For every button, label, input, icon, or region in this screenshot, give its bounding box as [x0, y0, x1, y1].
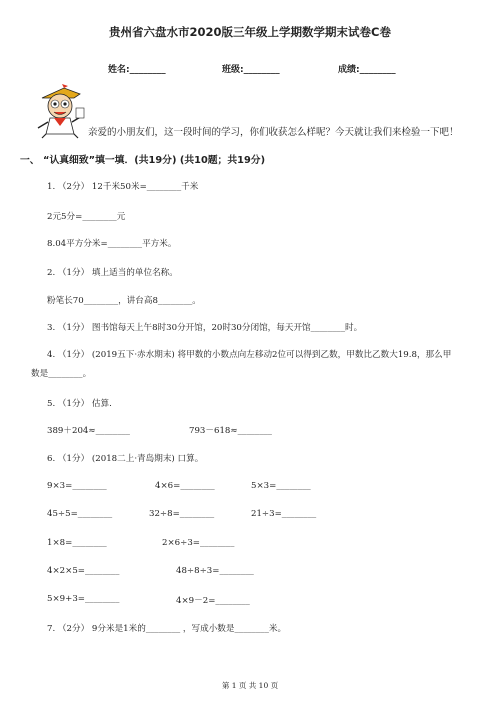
question-5-item-1: 389＋204≈________: [47, 426, 130, 436]
question-5-item-2: 793－618≈________: [189, 426, 272, 436]
question-6-item: 4×6=________: [155, 481, 215, 491]
page-title: 贵州省六盘水市2020版三年级上学期数学期末试卷C卷: [109, 25, 391, 39]
name-field: 姓名:________: [108, 65, 166, 75]
class-field: 班级:________: [222, 65, 280, 75]
score-field: 成绩:________: [338, 65, 396, 75]
question-6-item: 5×3=________: [251, 481, 311, 491]
question-7: 7. （2分） 9分米是1米的________ ，写成小数是________米。: [47, 624, 287, 634]
question-1: 1. （2分） 12千米50米=________千米: [47, 182, 199, 192]
question-6-item: 4×9－2=________: [176, 596, 250, 606]
question-2-line-2: 粉笔长70________，讲台高8________。: [47, 296, 201, 306]
question-1-line-3: 8.04平方分米=________平方米。: [47, 239, 177, 249]
question-6-item: 5×9+3=________: [47, 594, 120, 604]
question-6-item: 4×2×5=________: [47, 566, 120, 576]
question-6-item: 45÷5=________: [47, 509, 113, 519]
greeting-text: 亲爱的小朋友们，这一段时间的学习，你们收获怎么样呢？今天就让我们来检验一下吧！: [88, 127, 459, 138]
question-6-item: 2×6÷3=________: [162, 538, 235, 548]
page-footer: 第 1 页 共 10 页: [221, 681, 279, 690]
question-6: 6. （1分） (2018二上·青岛期末) 口算。: [47, 454, 204, 464]
question-6-item: 32÷8=________: [149, 509, 215, 519]
question-2: 2. （1分） 填上适当的单位名称。: [47, 268, 178, 278]
question-1-line-2: 2元5分=________元: [47, 212, 126, 222]
question-4-line-2: 数是________。: [31, 369, 92, 379]
question-4: 4. （1分） (2019五下·赤水期末) 将甲数的小数点向左移动2位可以得到乙数，甲数比乙数大19.8，那么甲: [47, 350, 452, 360]
question-6-item: 21÷3=________: [251, 509, 317, 519]
question-6-item: 1×8=________: [47, 538, 107, 548]
question-6-item: 9×3=________: [47, 481, 107, 491]
question-3: 3. （1分） 图书馆每天上午8时30分开馆，20时30分闭馆，每天开馆________时。: [47, 323, 363, 333]
mascot-icon: [34, 84, 88, 140]
question-6-item: 48÷8÷3=________: [176, 566, 254, 576]
question-5: 5. （1分） 估算.: [47, 399, 112, 409]
section-heading: 一、 “认真细致”填一填．(共19分) (共10题；共19分): [20, 155, 266, 166]
